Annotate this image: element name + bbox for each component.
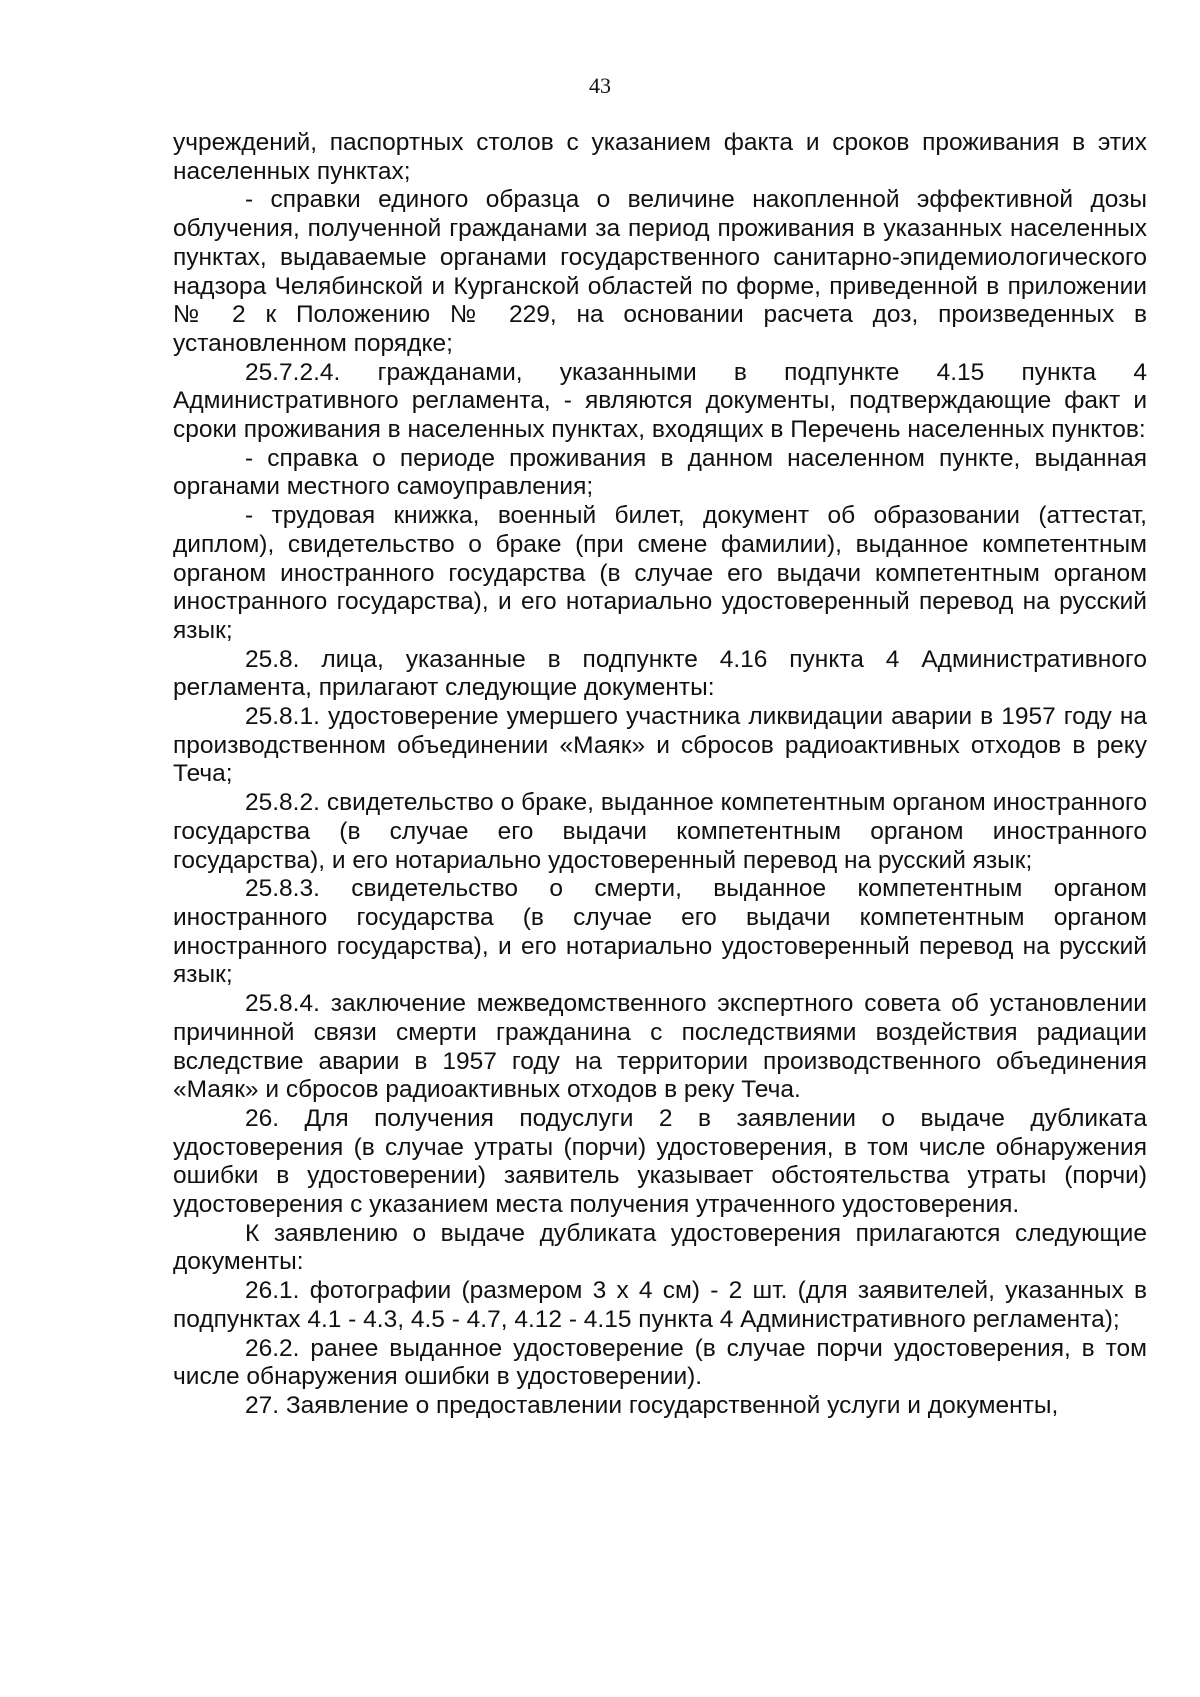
paragraph-26-attachments: К заявлению о выдаче дубликата удостоверения прилагаются следующие документы: — [173, 1219, 1147, 1276]
paragraph-26-1: 26.1. фотографии (размером 3 х 4 см) - 2 шт. (для заявителей, указанных в подпунктах 4.1 - 4.3, 4.5 - 4.7, 4.12 - 4.15 пункта 4 Административного регламента); — [173, 1277, 1147, 1333]
paragraph-work-record: - трудовая книжка, военный билет, документ об образовании (аттестат, диплом), свидетельство о браке (при смене фамилии), выданное компетентным органом иностранного государства (в случае его выдачи компетентным органом иностранного государства), и его нотариально удостоверенный перевод на русский язык; — [173, 502, 1147, 644]
paragraph-residence-certificate: - справка о периоде проживания в данном населенном пункте, выданная органами местного самоуправления; — [173, 444, 1147, 501]
document-body — [173, 129, 1147, 1421]
paragraph-26: 26. Для получения подуслуги 2 в заявлении о выдаче дубликата удостоверения (в случае утраты (порчи) удостоверения, в том числе обнаружения ошибки в удостоверении) заявитель указывает обстоятельства утраты (порчи) удостоверения с указанием места получения утраченного удостоверения. — [173, 1104, 1147, 1219]
paragraph-25-8: 25.8. лица, указанные в подпункте 4.16 пункта 4 Административного регламента, прилагают следующие документы: — [173, 645, 1147, 702]
paragraph-26-2: 26.2. ранее выданное удостоверение (в случае порчи удостоверения, в том числе обнаружения ошибки в удостоверении). — [173, 1334, 1147, 1391]
paragraph-dose-certificate: - справки единого образца о величине накопленной эффективной дозы облучения, полученной гражданами за период проживания в указанных населенных пунктах, выдаваемые органами государственного санитарно-эпидемиологического надзора Челябинской и Курганской областей по форме, приведенной в приложении № 2 к Положению № 229, на основании расчета доз, произведенных в установленном порядке; — [173, 186, 1147, 357]
page-number: 43 — [589, 73, 611, 98]
paragraph-25-8-4: 25.8.4. заключение межведомственного экспертного совета об установлении причинной связи смерти гражданина с последствиями воздействия радиации вследствие аварии в 1957 году на территории производственного объединения «Маяк» и сбросов радиоактивных отходов в реку Теча. — [173, 990, 1147, 1104]
paragraph-25-7-2-4: 25.7.2.4. гражданами, указанными в подпункте 4.15 пункта 4 Административного регламента, - являются документы, подтверждающие факт и сроки проживания в населенных пунктах, входящих в Перечень населенных пунктов: — [173, 358, 1147, 444]
paragraph-25-8-2: 25.8.2. свидетельство о браке, выданное компетентным органом иностранного государства (в случае его выдачи компетентным органом иностранного государства), и его нотариально удостоверенный перевод на русский язык; — [173, 789, 1147, 874]
paragraph-25-8-3: 25.8.3. свидетельство о смерти, выданное компетентным органом иностранного государства (в случае его выдачи компетентным органом иностранного государства), и его нотариально удостоверенный перевод на русский язык; — [173, 875, 1147, 989]
paragraph-27: 27. Заявление о предоставлении государственной услуги и документы, — [245, 1391, 1059, 1419]
paragraph-25-8-1: 25.8.1. удостоверение умершего участника ликвидации аварии в 1957 году на производственном объединении «Маяк» и сбросов радиоактивных отходов в реку Теча; — [173, 703, 1147, 788]
paragraph-continuation: учреждений, паспортных столов с указанием факта и сроков проживания в этих населенных пунктах; — [173, 129, 1147, 185]
